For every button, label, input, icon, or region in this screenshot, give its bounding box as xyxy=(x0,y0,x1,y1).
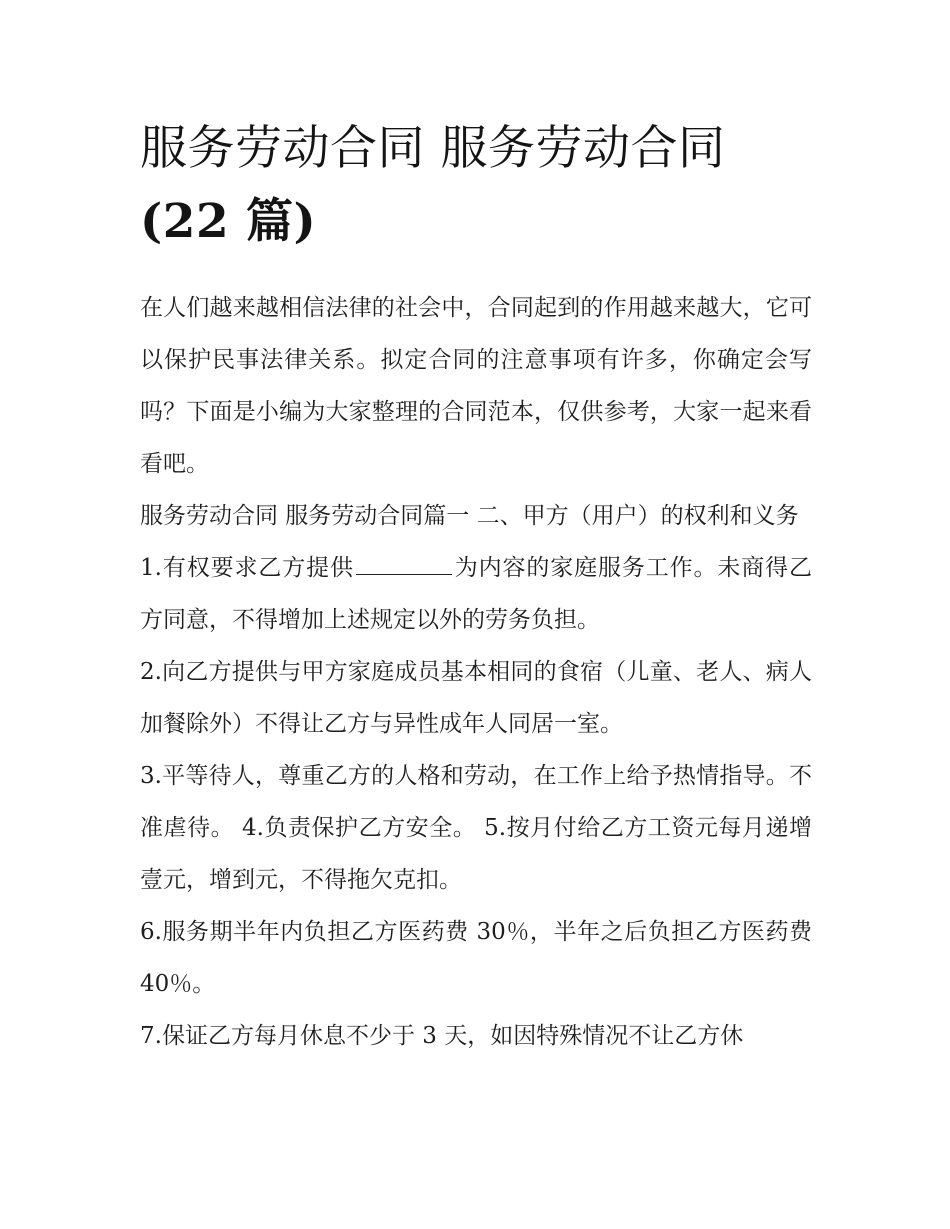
title-count-close: 篇) xyxy=(229,194,317,249)
document-title xyxy=(140,112,812,258)
list-item-6: 6.服务期半年内负担乙方医药费 30％，半年之后负担乙方医药费 40％。 xyxy=(140,919,812,997)
list-item-1 xyxy=(140,542,812,646)
list-item-7: 7.保证乙方每月休息不少于 3 天，如因特殊情况不让乙方休 xyxy=(140,1023,744,1049)
list-item-3: 3.平等待人，尊重乙方的人格和劳动，在工作上给予热情指导。不准虐待。 4.负责保护乙方安全。 5.按月付给乙方工资元每月递增壹元，增到元，不得拖欠克扣。 xyxy=(140,763,812,893)
title-count: 22 xyxy=(162,194,230,249)
intro-paragraph: 在人们越来越相信法律的社会中，合同起到的作用越来越大，它可以保护民事法律关系。拟定合同的注意事项有许多，你确定会写吗？下面是小编为大家整理的合同范本，仅供参考，大家一起来看看吧。 xyxy=(140,295,812,477)
list-item-1-before: 1.有权要求乙方提供 xyxy=(140,555,354,581)
document-body xyxy=(140,282,812,1062)
document-content xyxy=(140,112,812,1062)
title-count-open: ( xyxy=(140,194,163,249)
section-heading-paragraph: 服务劳动合同 服务劳动合同篇一 二、甲方（用户）的权利和义务 xyxy=(140,503,799,529)
fill-in-blank xyxy=(356,550,452,575)
list-item-2: 2.向乙方提供与甲方家庭成员基本相同的食宿（儿童、老人、病人加餐除外）不得让乙方与异性成年人同居一室。 xyxy=(140,659,812,737)
list-item-1-after: 为内容的家庭服务工作。未商得乙方同意，不得增加上述规定以外的劳务负担。 xyxy=(140,555,812,633)
title-main: 服务劳动合同 服务劳动合同 xyxy=(140,121,726,176)
